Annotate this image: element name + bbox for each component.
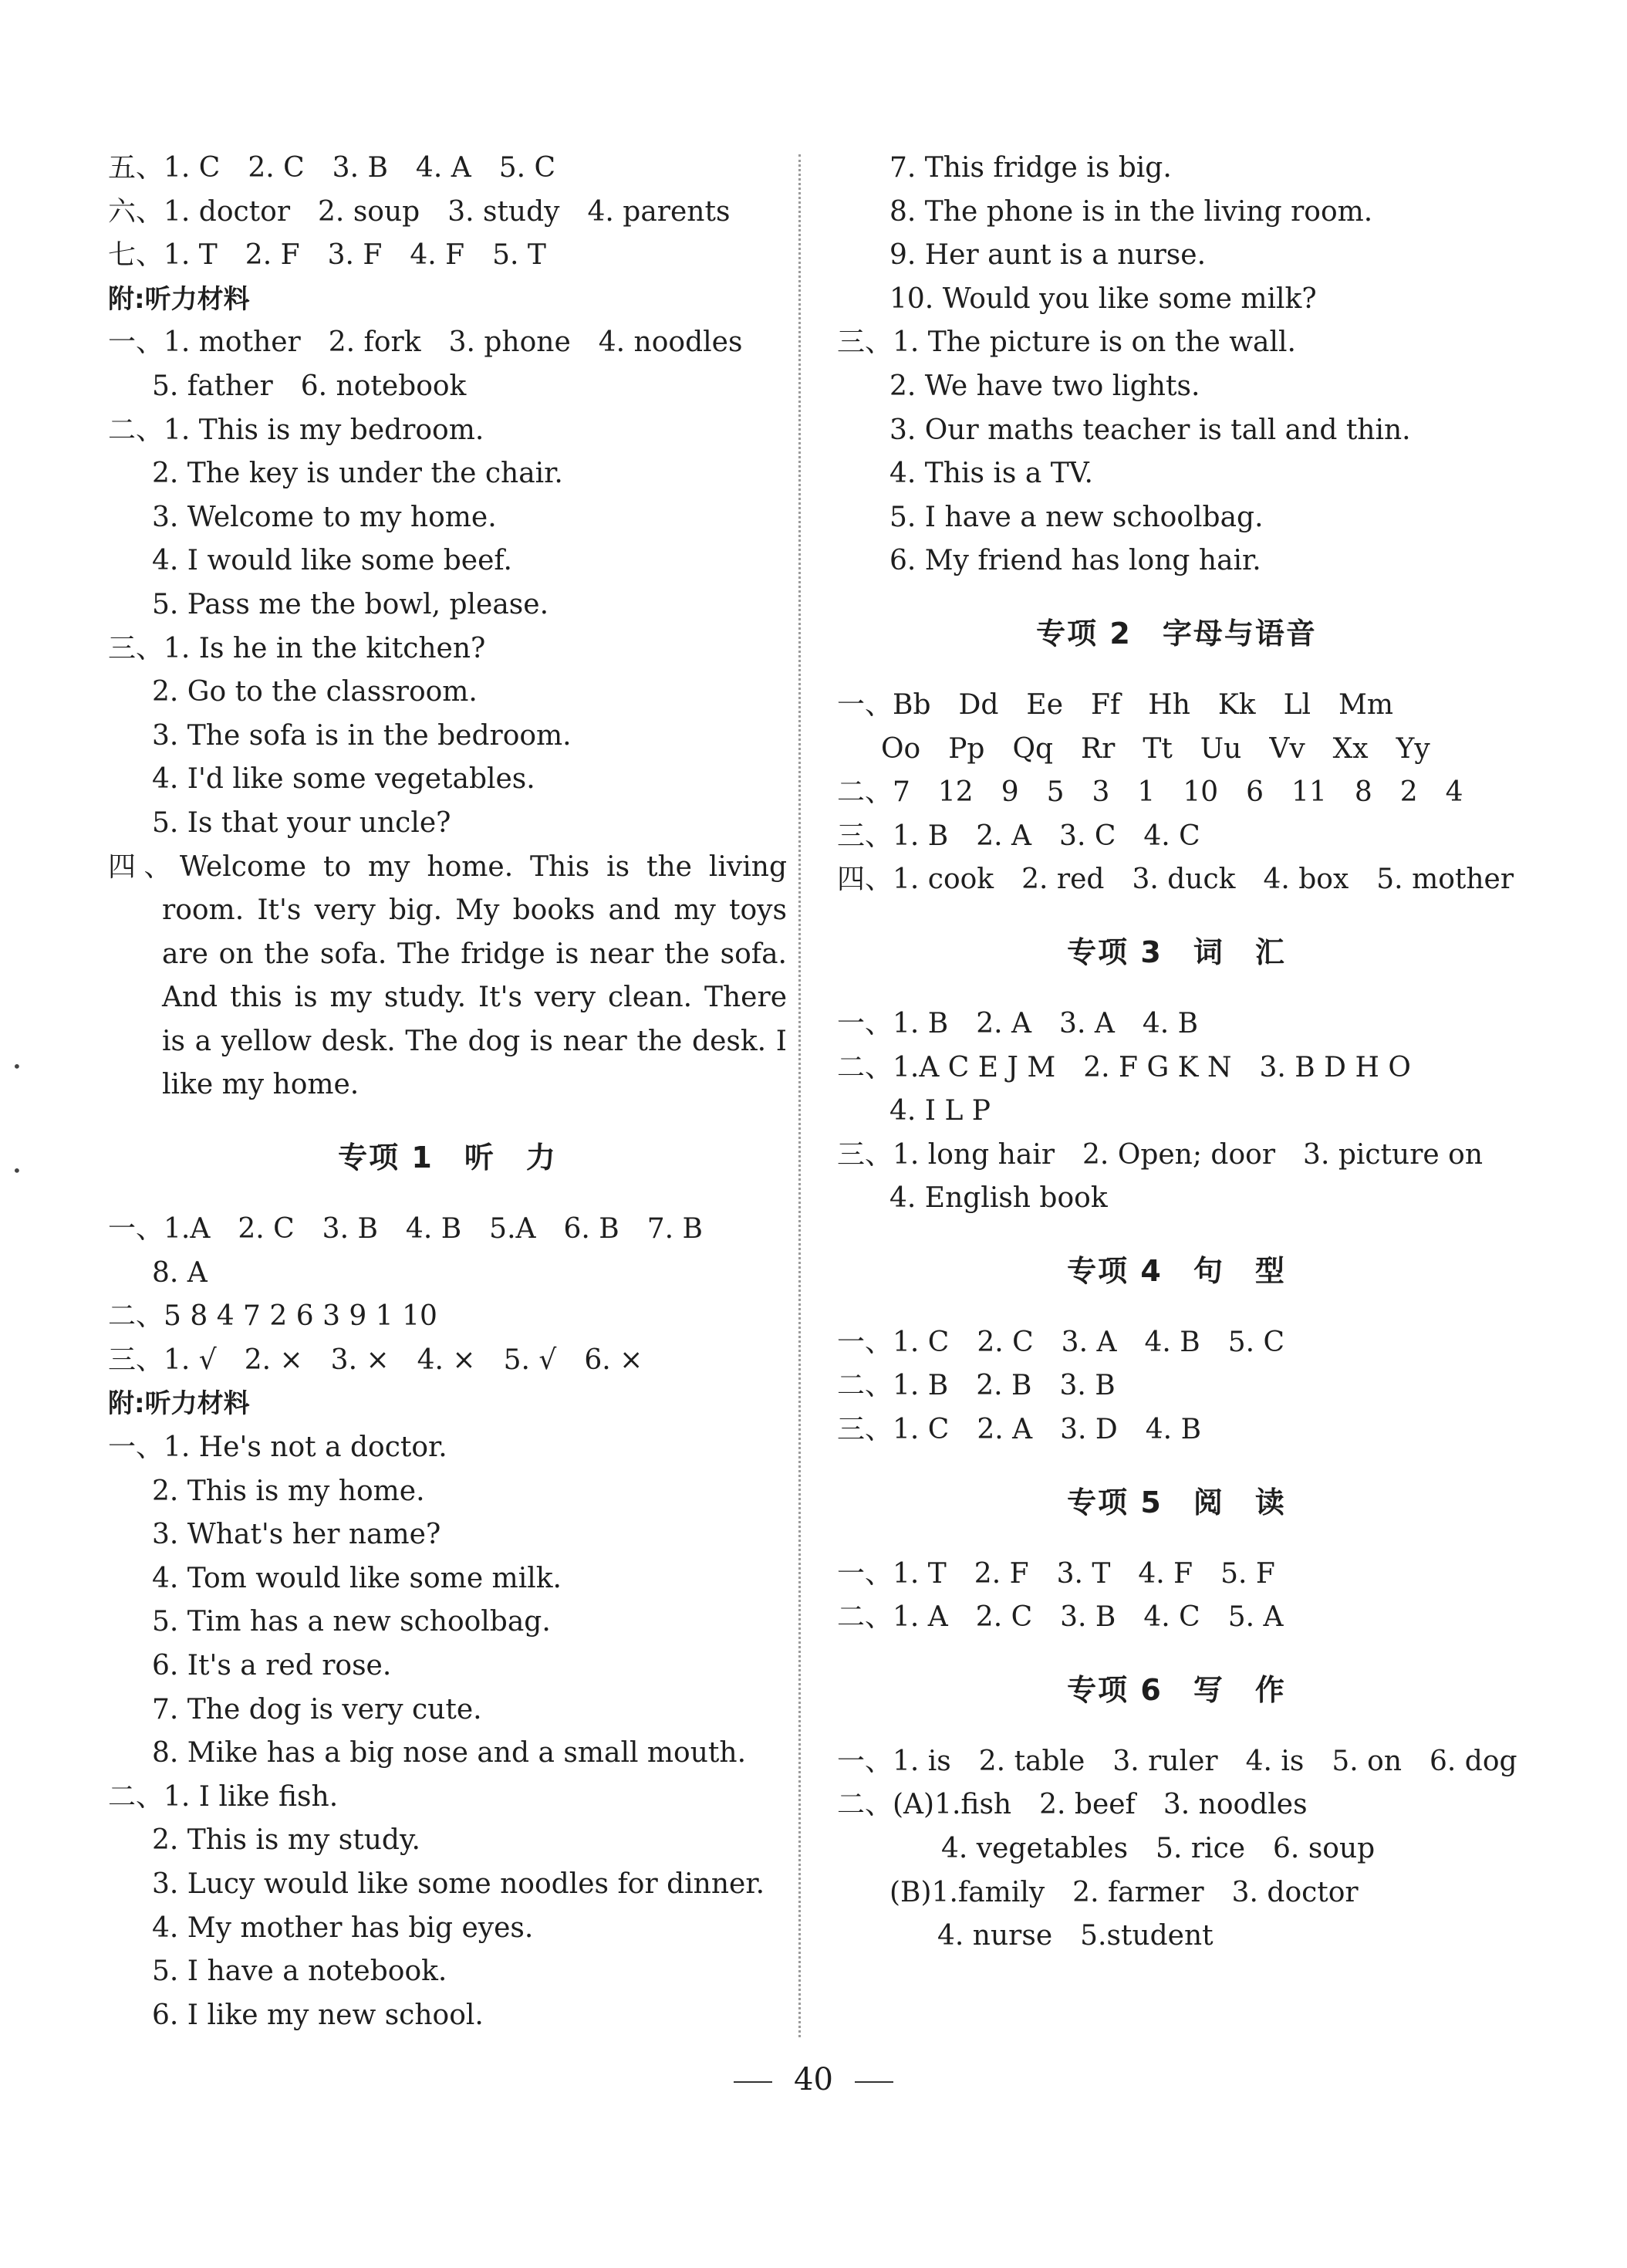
- answer-line: 5. Is that your uncle?: [152, 806, 451, 839]
- answer-line: 一、1. T 2. F 3. T 4. F 5. F: [837, 1557, 1275, 1590]
- section-title: 专项 6 写 作: [1067, 1672, 1286, 1707]
- answer-line: 4. This is a TV.: [889, 458, 1093, 490]
- answer-line: 一、1. B 2. A 3. A 4. B: [837, 1007, 1199, 1039]
- answer-line: 二、1. B 2. B 3. B: [837, 1370, 1116, 1402]
- answer-line: 二、1. This is my bedroom.: [108, 414, 484, 446]
- listening-material-heading: 附:听力材料: [108, 283, 250, 315]
- answer-line: 四、Welcome to my home. This is the living: [108, 850, 787, 883]
- page-number-dash-right: [855, 2081, 893, 2083]
- answer-line: And this is my study. It's very clean. There: [162, 982, 787, 1014]
- answer-line: 二、1. A 2. C 3. B 4. C 5. A: [837, 1601, 1284, 1634]
- answer-line: are on the sofa. The fridge is near the sofa.: [162, 938, 787, 970]
- answer-line: (B)1.family 2. farmer 3. doctor: [889, 1876, 1359, 1908]
- answer-line: 七、1. T 2. F 3. F 4. F 5. T: [108, 239, 546, 272]
- answer-line: 4. I would like some beef.: [152, 545, 512, 577]
- answer-line: is a yellow desk. The dog is near the desk. I: [162, 1025, 787, 1057]
- answer-line: 四、1. cook 2. red 3. duck 4. box 5. mother: [837, 864, 1514, 896]
- answer-line: 3. Lucy would like some noodles for dinner.: [152, 1867, 765, 1900]
- answer-line: 8. A: [152, 1256, 208, 1289]
- answer-line: 3. What's her name?: [152, 1519, 441, 1551]
- answer-line: 一、Bb Dd Ee Ff Hh Kk Ll Mm: [837, 688, 1394, 721]
- answer-line: 4. I L P: [889, 1095, 991, 1127]
- section-title: 专项 1 听 力: [338, 1141, 557, 1175]
- answer-line: 一、1. is 2. table 3. ruler 4. is 5. on 6. dog: [837, 1745, 1517, 1777]
- answer-line: 5. I have a notebook.: [152, 1955, 447, 1988]
- answer-line: 二、1.A C E J M 2. F G K N 3. B D H O: [837, 1051, 1411, 1083]
- answer-line: 三、1. Is he in the kitchen?: [108, 632, 486, 664]
- answer-line: 一、1. mother 2. fork 3. phone 4. noodles: [108, 326, 743, 359]
- answer-line: 3. Welcome to my home.: [152, 501, 497, 533]
- answer-line: room. It's very big. My books and my toys: [162, 894, 787, 927]
- answer-line: 三、1. long hair 2. Open; door 3. picture on: [837, 1138, 1484, 1171]
- margin-dot: •: [12, 1057, 22, 1076]
- answer-line: 8. Mike has a big nose and a small mouth.: [152, 1737, 747, 1769]
- answer-line: 2. Go to the classroom.: [152, 676, 478, 708]
- answer-line: like my home.: [162, 1069, 359, 1101]
- answer-line: 4. English book: [889, 1182, 1108, 1215]
- answer-line: 二、7 12 9 5 3 1 10 6 11 8 2 4: [837, 776, 1463, 809]
- listening-material-heading: 附:听力材料: [108, 1388, 250, 1420]
- answer-line: 10. Would you like some milk?: [889, 282, 1317, 315]
- answer-line: 8. The phone is in the living room.: [889, 195, 1373, 228]
- answer-line: 一、1.A 2. C 3. B 4. B 5.A 6. B 7. B: [108, 1213, 704, 1246]
- page-number-dash-left: [734, 2081, 772, 2083]
- answer-line: 4. vegetables 5. rice 6. soup: [941, 1833, 1376, 1865]
- answer-line: 4. nurse 5.student: [937, 1920, 1213, 1952]
- section-title: 专项 2 字母与语音: [1036, 616, 1317, 651]
- answer-line: 3. Our maths teacher is tall and thin.: [889, 414, 1411, 446]
- page-number-text: 40: [794, 2062, 833, 2097]
- answer-line: 7. The dog is very cute.: [152, 1693, 482, 1726]
- answer-line: 4. Tom would like some milk.: [152, 1562, 562, 1594]
- answer-line: 6. My friend has long hair.: [889, 545, 1261, 577]
- answer-line: 六、1. doctor 2. soup 3. study 4. parents: [108, 195, 731, 228]
- answer-line: 五、1. C 2. C 3. B 4. A 5. C: [108, 152, 556, 184]
- answer-line: 6. It's a red rose.: [152, 1650, 392, 1682]
- answer-line: 三、1. The picture is on the wall.: [837, 326, 1296, 359]
- section-title: 专项 5 阅 读: [1067, 1485, 1286, 1519]
- answer-line: 2. This is my home.: [152, 1475, 425, 1507]
- answer-line: 二、5 8 4 7 2 6 3 9 1 10: [108, 1300, 437, 1333]
- answer-line: 3. The sofa is in the bedroom.: [152, 719, 572, 752]
- answer-line: 2. This is my study.: [152, 1824, 420, 1857]
- answer-line: 5. I have a new schoolbag.: [889, 501, 1264, 533]
- left-column: [108, 147, 787, 2037]
- answer-line: 三、1. B 2. A 3. C 4. C: [837, 820, 1200, 852]
- answer-line: 9. Her aunt is a nurse.: [889, 239, 1207, 272]
- answer-line: 三、1. √ 2. × 3. × 4. × 5. √ 6. ×: [108, 1344, 643, 1376]
- answer-line: 4. My mother has big eyes.: [152, 1911, 534, 1944]
- section-title: 专项 4 句 型: [1067, 1253, 1286, 1288]
- answer-line: 5. father 6. notebook: [152, 370, 467, 402]
- page-number: [0, 2062, 1627, 2097]
- answer-line: Oo Pp Qq Rr Tt Uu Vv Xx Yy: [881, 732, 1430, 765]
- answer-line: 7. This fridge is big.: [889, 152, 1172, 184]
- answer-line: 二、1. I like fish.: [108, 1780, 339, 1813]
- answer-line: 5. Pass me the bowl, please.: [152, 588, 549, 620]
- answer-line: 二、(A)1.fish 2. beef 3. noodles: [837, 1789, 1308, 1821]
- right-column: [837, 147, 1516, 1959]
- answer-line: 5. Tim has a new schoolbag.: [152, 1606, 551, 1638]
- answer-line: 4. I'd like some vegetables.: [152, 763, 535, 796]
- answer-line: 三、1. C 2. A 3. D 4. B: [837, 1414, 1202, 1446]
- answer-line: 2. The key is under the chair.: [152, 458, 563, 490]
- section-title: 专项 3 词 汇: [1067, 935, 1286, 969]
- margin-dot: •: [12, 1161, 22, 1180]
- answer-line: 6. I like my new school.: [152, 1999, 484, 2031]
- column-divider: [798, 154, 801, 2037]
- answer-line: 一、1. He's not a doctor.: [108, 1431, 447, 1464]
- answer-line: 2. We have two lights.: [889, 370, 1200, 402]
- answer-line: 一、1. C 2. C 3. A 4. B 5. C: [837, 1326, 1285, 1358]
